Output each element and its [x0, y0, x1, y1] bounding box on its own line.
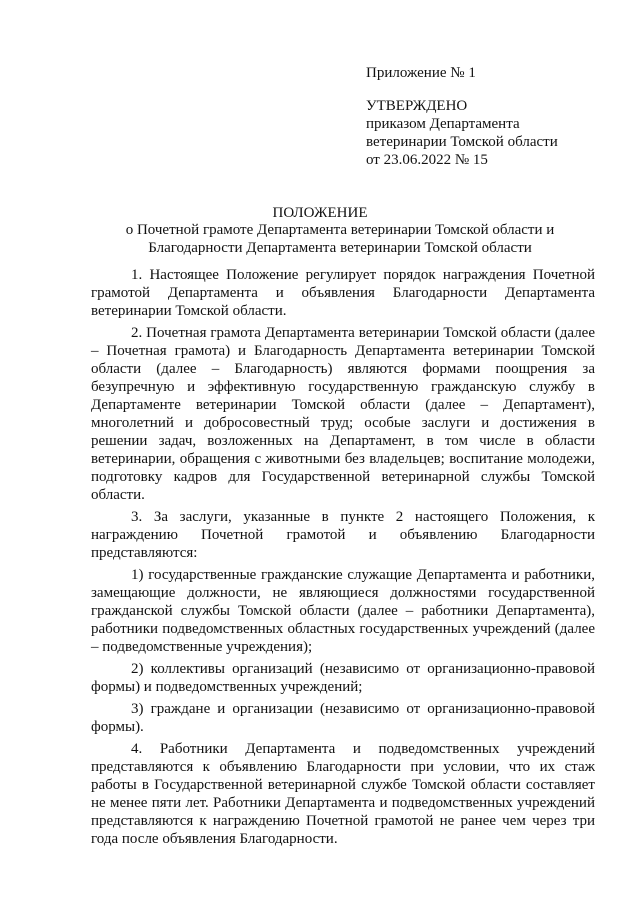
- approval-block: [366, 97, 616, 169]
- document-body: [91, 266, 595, 852]
- appendix-label: Приложение № 1: [366, 65, 476, 81]
- paragraph-3: 3. За заслуги, указанные в пункте 2 настоящего Положения, к награждению Почетной грамотой и объявлению Благодарности представляются:: [91, 509, 595, 561]
- approved-heading: УТВЕРЖДЕНО: [366, 98, 468, 114]
- paragraph-1: 1. Настоящее Положение регулирует порядок награждения Почетной грамотой Департамента и объявления Благодарности Департамента ветеринарии Томской области.: [91, 267, 595, 319]
- approval-order-line-2: ветеринарии Томской области: [366, 134, 558, 150]
- approval-order-line-3: от 23.06.2022 № 15: [366, 152, 488, 168]
- paragraph-4: 4. Работники Департамента и подведомственных учреждений представляются к объявлению Благодарности при условии, что их стаж работы в Государственной ветеринарной службе Томской области составляет не менее пяти лет. Работники Департамента и подведомственных учреждений представляются к награждению Почетной грамотой не ранее чем через три года после объявления Благодарности.: [91, 741, 595, 847]
- paragraph-2: 2. Почетная грамота Департамента ветеринарии Томской области (далее – Почетная грамота) и Благодарность Департамента ветеринарии Томской области (далее – Благодарность) являются формами поощрения за безупречную и эффективную государственную гражданскую службу в Департаменте ветеринарии Томской области (далее – Департамент), многолетний и добросовестный труд; особые заслуги и достижения в решении задач, возложенных на Департамент, в том числе в области ветеринарии, обращения с животными без владельцев; воспитание молодежи, подготовку кадров для Государственной ветеринарной службы Томской области.: [91, 325, 595, 503]
- paragraph-3-item-3: 3) граждане и организации (независимо от организационно-правовой формы).: [91, 701, 595, 735]
- approval-order-line-1: приказом Департамента: [366, 116, 520, 132]
- document-title: ПОЛОЖЕНИЕ: [272, 205, 368, 221]
- paragraph-3-item-1: 1) государственные гражданские служащие Департамента и работники, замещающие должности, не являющиеся должностями государственной гражданской службы Томской области (далее – работники Департамента), работники подведомственных областных государственных учреждений (далее – подведомственные учреждения);: [91, 567, 595, 655]
- paragraph-3-item-2: 2) коллективы организаций (независимо от организационно-правовой формы) и подведомственных учреждений;: [91, 661, 595, 695]
- document-subtitle: о Почетной грамоте Департамента ветеринарии Томской области и Благодарности Департамента ветеринарии Томской области: [125, 222, 555, 256]
